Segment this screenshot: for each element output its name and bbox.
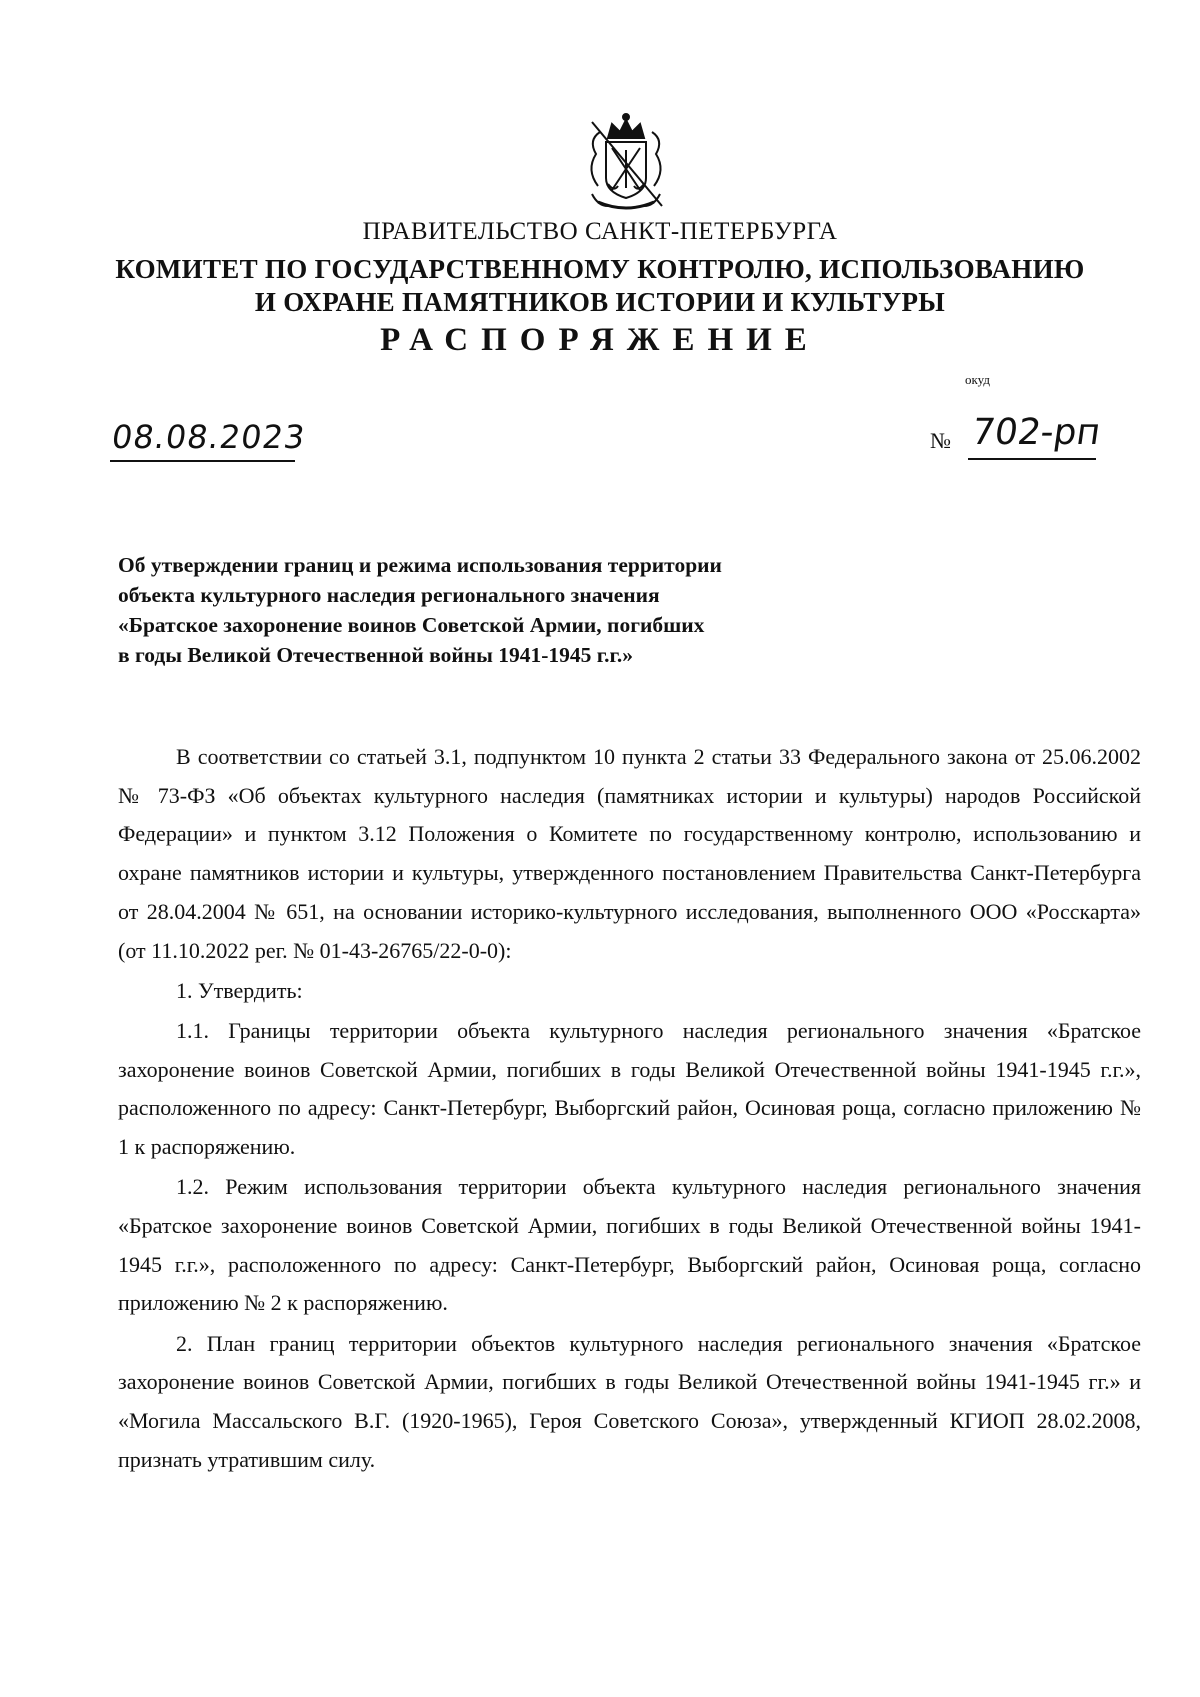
body-paragraph-item-1-1: 1.1. Границы территории объекта культурного наследия регионального значения «Братское захоронение воинов Советской Армии, погибших в годы Великой Отечественной войны 1941-1945 г.г.», расположенного по адресу: Санкт-Петербург, Выборгский район, Осиновая роща, согласно приложению № 1 к распоряжению. — [118, 1017, 1141, 1160]
subject-line2: объекта культурного наследия регионального значения — [118, 583, 660, 607]
number-underline — [968, 458, 1096, 460]
document-date: 08.08.2023 — [109, 418, 308, 456]
committee-name — [0, 253, 1200, 319]
okud-label: окуд — [965, 372, 990, 387]
date-underline — [110, 460, 295, 462]
document-body — [118, 738, 1141, 1481]
subject-line1: Об утверждении границ и режима использования территории — [118, 553, 722, 577]
number-sign: № — [930, 428, 951, 453]
government-name: ПРАВИТЕЛЬСТВО САНКТ-ПЕТЕРБУРГА — [362, 218, 838, 245]
committee-name-line1: КОМИТЕТ ПО ГОСУДАРСТВЕННОМУ КОНТРОЛЮ, ИСПОЛЬЗОВАНИЮ — [115, 254, 1085, 284]
document-date-field — [109, 418, 308, 462]
body-paragraph-preamble: В соответствии со статьей 3.1, подпунктом 10 пункта 2 статьи 33 Федерального закона от 25.06.2002 № 73-ФЗ «Об объектах культурного наследия (памятниках истории и культуры) народов Российской Федерации» и пунктом 3.12 Положения о Комитете по государственному контролю, использованию и охране памятников истории и культуры, утвержденного постановлением Правительства Санкт-Петербурга от 28.04.2004 № 651, на основании историко-культурного исследования, выполненного ООО «Росскарта» (от 11.10.2022 рег. № 01-43-26765/22-0-0): — [118, 744, 1141, 963]
coat-of-arms-icon — [578, 110, 674, 216]
subject-line3: «Братское захоронение воинов Советской Армии, погибших — [118, 613, 705, 637]
document-number-field — [928, 412, 1128, 462]
body-paragraph-item-2: 2. План границ территории объектов культурного наследия регионального значения «Братское захоронение воинов Советской Армии, погибших в годы Великой Отечественной войны 1941-1945 гг.» и «Могила Массальского В.Г. (1920-1965), Героя Советского Союза», утвержденный КГИОП 28.02.2008, признать утратившим силу. — [118, 1330, 1141, 1472]
subject-line4: в годы Великой Отечественной войны 1941-1945 г.г.» — [118, 643, 633, 667]
document-number: 702-рп — [969, 412, 1103, 453]
committee-name-line2: И ОХРАНЕ ПАМЯТНИКОВ ИСТОРИИ И КУЛЬТУРЫ — [254, 287, 946, 317]
body-paragraph-item-1: 1. Утвердить: — [176, 977, 303, 1003]
body-paragraph-item-1-2: 1.2. Режим использования территории объекта культурного наследия регионального значения «Братское захоронение воинов Советской Армии, погибших в годы Великой Отечественной войны 1941-1945 г.г.», расположенного по адресу: Санкт-Петербург, Выборгский район, Осиновая роща, согласно приложению № 2 к распоряжению. — [118, 1174, 1141, 1316]
document-type-title: РАСПОРЯЖЕНИЕ — [380, 322, 820, 358]
document-subject — [118, 550, 838, 670]
